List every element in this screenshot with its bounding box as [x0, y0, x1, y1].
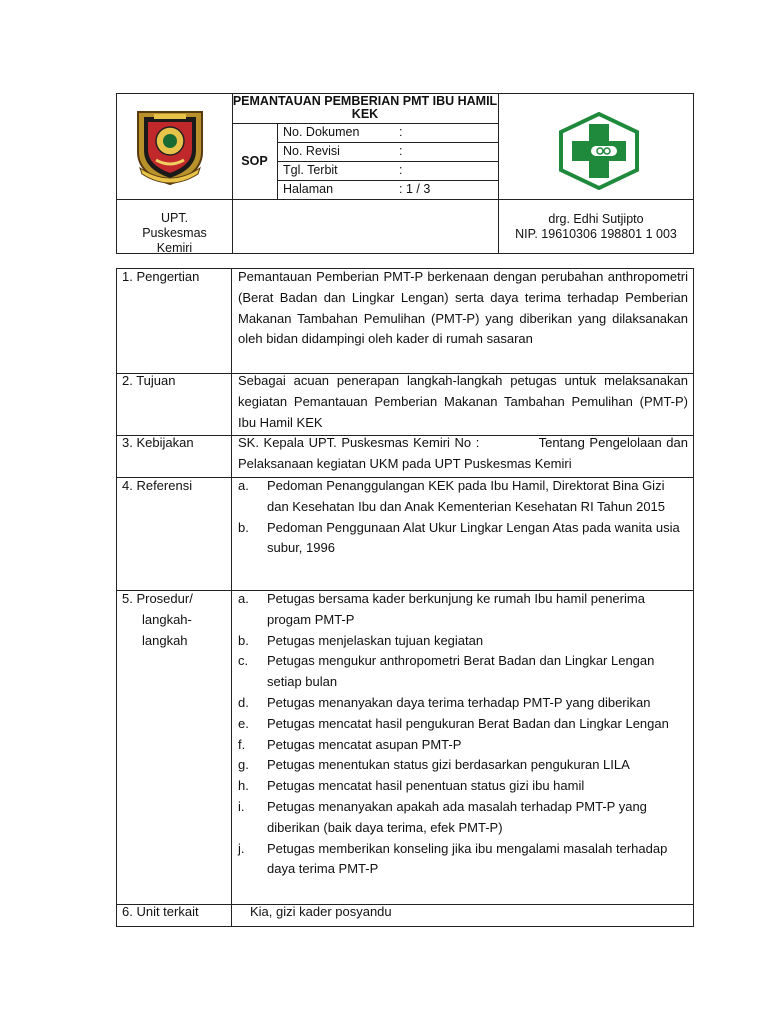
meta-row-no-revisi [283, 142, 402, 161]
section-label-kebijakan: 3. Kebijakan [122, 435, 194, 450]
meta-value: : [399, 163, 403, 177]
section-list-prosedur [238, 589, 688, 880]
meta-label: No. Dokumen [283, 125, 360, 139]
list-item [238, 714, 688, 735]
section-text-kebijakan: SK. Kepala UPT. Puskesmas Kemiri No : Tentang Pengelolaan dan Pelaksanaan kegiatan UKM pada UPT Puskesmas Kemiri [238, 435, 688, 471]
meta-label: No. Revisi [283, 144, 340, 158]
list-marker: f. [238, 736, 246, 752]
unit-line: UPT. [160, 211, 189, 225]
list-item [238, 755, 688, 776]
list-marker: c. [238, 653, 249, 669]
regional-emblem-logo [132, 108, 208, 186]
sop-label: SOP [241, 154, 268, 168]
document-title: PEMANTAUAN PEMBERIAN PMT IBU HAMIL KEK [232, 94, 498, 121]
list-item [238, 776, 688, 797]
meta-value: : [399, 125, 403, 139]
list-marker: j. [238, 840, 245, 856]
list-marker: d. [238, 694, 249, 710]
section-text-tujuan: Sebagai acuan penerapan langkah-langkah petugas untuk melaksanakan kegiatan Pemantauan Pemberian Makanan Tambahan Pemulihan (PMT-P) Ibu Hamil KEK [238, 373, 688, 430]
procedure-table [116, 268, 694, 927]
list-text: Petugas memberikan konseling jika ibu mengalami masalah terhadap daya terima PMT-P [267, 840, 668, 877]
section-label-tujuan: 2. Tujuan [122, 373, 176, 388]
list-item [238, 839, 688, 881]
list-item [238, 651, 688, 693]
list-marker: g. [238, 757, 249, 773]
list-text: Petugas menentukan status gizi berdasarkan pengukuran LILA [267, 757, 630, 773]
list-marker: e. [238, 715, 249, 731]
section-label-referensi: 4. Referensi [122, 478, 193, 493]
list-item [238, 631, 688, 652]
divider [231, 269, 232, 926]
divider [117, 199, 693, 200]
label-line: 5. Prosedur/ [122, 591, 193, 606]
list-item [238, 476, 688, 518]
signatory-nip: NIP. 19610306 198801 1 003 [515, 227, 677, 241]
list-text: Petugas menanyakan daya terima terhadap PMT-P yang diberikan [267, 694, 651, 710]
meta-row-no-dokumen [283, 123, 402, 142]
label-line: langkah- [142, 611, 192, 627]
meta-label: Halaman [283, 182, 334, 196]
list-text: Petugas mengukur anthropometri Berat Badan dan Lingkar Lengan setiap bulan [267, 653, 655, 690]
list-item [238, 589, 688, 631]
list-item [238, 797, 688, 839]
list-item [238, 735, 688, 756]
label-line: langkah [142, 632, 188, 648]
list-text: Petugas bersama kader berkunjung ke rumah Ibu hamil penerima progam PMT-P [267, 591, 645, 627]
section-list-referensi [238, 476, 688, 559]
list-text: Petugas menanyakan apakah ada masalah terhadap PMT-P yang diberikan (baik daya terima, efek PMT-P) [267, 798, 647, 835]
list-text: Petugas mencatat hasil penentuan status gizi ibu hamil [267, 778, 585, 794]
meta-row-tgl-terbit [283, 161, 402, 180]
section-label-prosedur [122, 589, 228, 651]
list-text: Pedoman Penanggulangan KEK pada Ibu Hamil, Direktorat Bina Gizi dan Kesehatan Ibu dan Anak Kementerian Kesehatan RI Tahun 2015 [267, 478, 666, 514]
list-marker: a. [238, 478, 249, 493]
unit-line: Puskesmas [142, 226, 207, 240]
section-text-pengertian: Pemantauan Pemberian PMT-P berkenaan dengan perubahan anthropometri (Berat Badan dan Lingkar Lengan) serta daya terima terhadap Pemberian Makanan Tambahan Pemulihan (PMT-P) yang diberikan yang dilaksanakan oleh bidan didampingi oleh kader di rumah sasaran [238, 269, 688, 347]
list-marker: h. [238, 778, 249, 794]
meta-value: : [399, 144, 403, 158]
unit-line: Kemiri [156, 241, 193, 255]
meta-value: : 1 / 3 [399, 182, 431, 196]
header-table [116, 93, 694, 254]
list-text: Petugas mencatat asupan PMT-P [267, 736, 462, 752]
list-text: Pedoman Penggunaan Alat Ukur Lingkar Lengan Atas pada wanita usia subur, 1996 [267, 519, 680, 556]
signatory [498, 212, 694, 242]
list-marker: b. [238, 632, 249, 648]
list-marker: i. [238, 798, 245, 814]
list-text: Petugas mencatat hasil pengukuran Berat Badan dan Lingkar Lengan [267, 715, 669, 731]
section-label-unit-terkait: 6. Unit terkait [122, 904, 199, 919]
list-text: Petugas menjelaskan tujuan kegiatan [267, 632, 484, 648]
unit-name [117, 211, 232, 256]
signatory-name: drg. Edhi Sutjipto [548, 212, 644, 226]
list-marker: a. [238, 591, 249, 606]
meta-row-halaman [283, 180, 430, 199]
list-item [238, 693, 688, 714]
list-item [238, 518, 688, 560]
puskesmas-logo [559, 112, 639, 190]
meta-label: Tgl. Terbit [283, 163, 338, 177]
section-label-pengertian: 1. Pengertian [122, 269, 200, 284]
section-text-unit-terkait: Kia, gizi kader posyandu [250, 904, 392, 919]
list-marker: b. [238, 519, 249, 535]
